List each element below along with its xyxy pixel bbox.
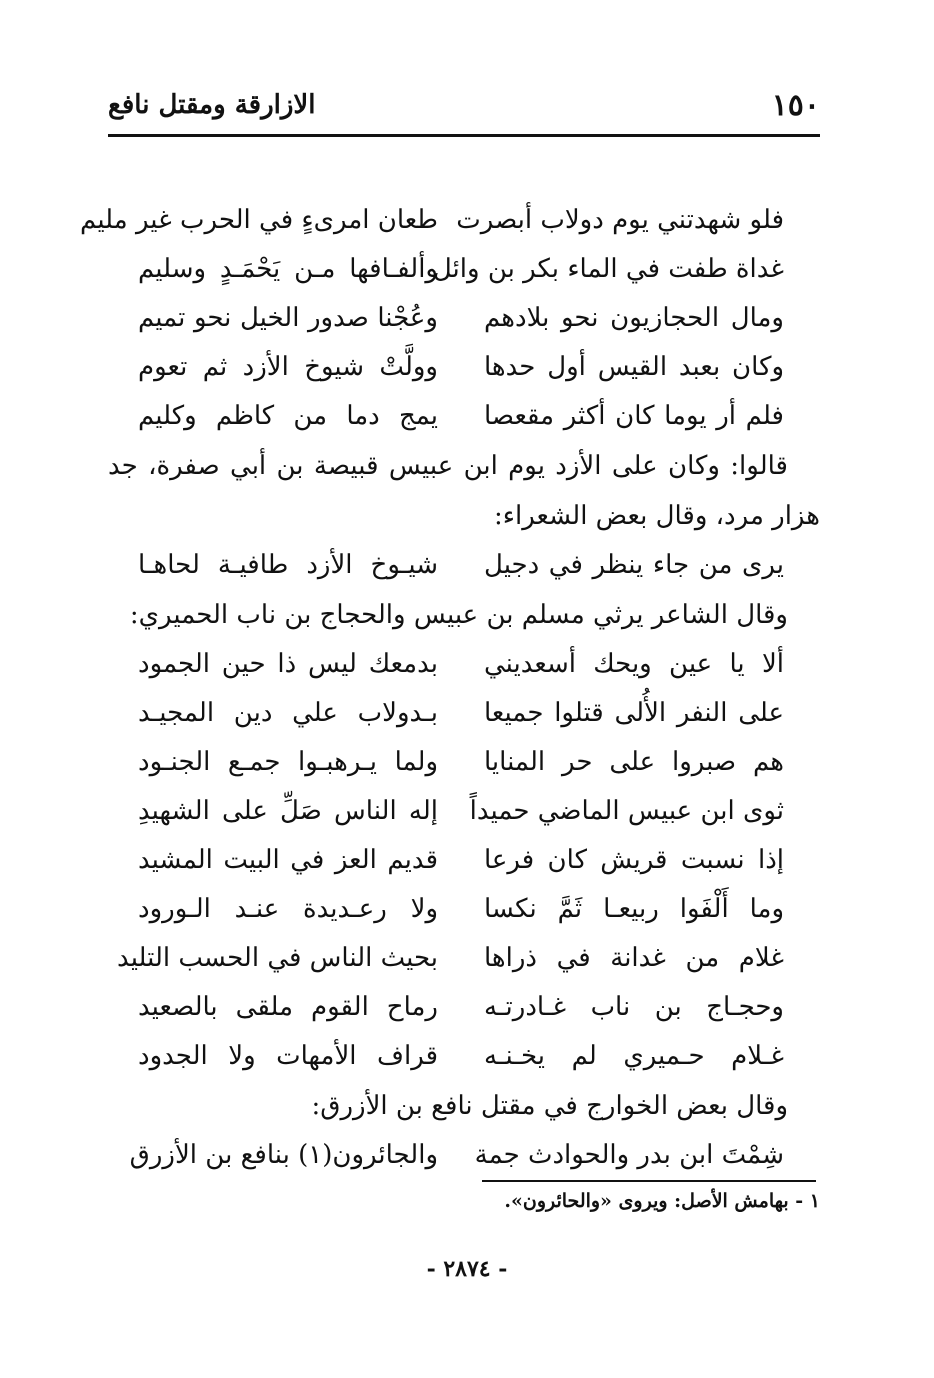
folio-number: - ٢٨٧٤ - <box>426 1256 508 1282</box>
verse-line <box>108 983 820 1032</box>
second-hemistich: رماح القوم ملقى بالصعيد <box>138 992 438 1022</box>
second-hemistich: ولما يـرهبـوا جمـع الجنـود <box>138 747 438 777</box>
first-hemistich: فلو شهدتني يوم دولاب أبصرت <box>456 205 784 235</box>
prose-paragraph: وقال الشاعر يرثي مسلم بن عبيس والحجاج بن ناب الحميري: <box>129 600 788 630</box>
first-hemistich: وحجـاج بن ناب غـادرتـه <box>484 992 784 1022</box>
page-header <box>108 88 820 132</box>
second-hemistich: طعان امرىءٍ في الحرب غير مليم <box>80 205 438 235</box>
second-hemistich: والجائرون(١) بنافع بن الأزرق <box>129 1140 438 1170</box>
verse-line <box>108 245 820 294</box>
first-hemistich: يرى من جاء ينظر في دجيل <box>484 550 784 580</box>
footnote-rule <box>482 1180 816 1182</box>
first-hemistich: غداة طفت في الماء بكر بن وائل <box>432 254 784 284</box>
verse-line <box>108 1131 820 1180</box>
verse-line <box>80 196 820 245</box>
second-hemistich: شيـوخ الأزد طافيـة لحاهـا <box>138 550 438 580</box>
first-hemistich: فلم أر يوما كان أكثر مقعصا <box>484 401 784 431</box>
prose-paragraph: وقال بعض الخوارج في مقتل نافع بن الأزرق: <box>311 1091 788 1121</box>
footnote: ١ - بهامش الأصل: ويروى «والحائرون». <box>504 1190 820 1212</box>
verse-line <box>108 1032 820 1081</box>
second-hemistich: ولا رعـديدة عنـد الـورود <box>138 894 438 924</box>
first-hemistich: هم صبروا على حر المنايا <box>484 747 784 777</box>
verse-line <box>108 689 820 738</box>
second-hemistich: وألفـافها مـن يَحْمَـدٍ وسليم <box>138 254 438 284</box>
prose-paragraph: قالوا: وكان على الأزد يوم ابن عبيس قبيصة بن أبي صفرة، جد هزار مرد، وقال بعض الشعراء: <box>108 451 820 531</box>
second-hemistich: قراف الأمهات ولا الجدود <box>138 1041 438 1071</box>
verse-line <box>108 836 820 885</box>
first-hemistich: غـلام حـميري لم يخـنـه <box>484 1041 784 1071</box>
first-hemistich: وما أَلْفَوا ربيعـا ثَمَّ نكسا <box>484 894 784 924</box>
verse-line <box>108 392 820 441</box>
first-hemistich: على النفر الأُلى قتلوا جميعا <box>484 698 784 728</box>
verse-line <box>108 738 820 787</box>
first-hemistich: غلام من غدانة في ذراها <box>484 943 784 973</box>
second-hemistich: وولَّتْ شيوخ الأزد ثم تعوم <box>138 352 438 382</box>
running-head: الازارقة ومقتل نافع <box>108 90 316 120</box>
verse-line <box>108 640 820 689</box>
second-hemistich: بدمعك ليس ذا حين الجمود <box>138 649 438 679</box>
second-hemistich: بـدولاب علي دين المجيـد <box>138 698 438 728</box>
first-hemistich: ومال الحجازيون نحو بلادهم <box>484 303 784 333</box>
second-hemistich: إله الناس صَلِّ على الشهيدِ <box>138 796 438 826</box>
second-hemistich: يمج دما من كاظم وكليم <box>138 401 438 431</box>
verse-line <box>108 343 820 392</box>
second-hemistich: وعُجْنا صدور الخيل نحو تميم <box>138 303 438 333</box>
verse-line <box>108 294 820 343</box>
second-hemistich: بحيث الناس في الحسب التليد <box>117 943 438 973</box>
verse-line <box>108 541 820 590</box>
page-number: ١٥٠ <box>771 88 820 123</box>
header-rule <box>108 134 820 137</box>
first-hemistich: وكان بعبد القيس أول حدها <box>484 352 784 382</box>
verse-line <box>108 787 820 836</box>
text-body <box>80 196 820 1180</box>
first-hemistich: إذا نسبت قريش كان فرعا <box>484 845 784 875</box>
first-hemistich: شِمْتَ ابن بدر والحوادث جمة <box>474 1140 784 1170</box>
verse-line <box>108 885 820 934</box>
verse-line <box>108 934 820 983</box>
first-hemistich: ألا يا عين ويحك أسعديني <box>484 649 784 679</box>
first-hemistich: ثوى ابن عبيس الماضي حميداً <box>469 796 784 826</box>
second-hemistich: قديم العز في البيت المشيد <box>138 845 438 875</box>
